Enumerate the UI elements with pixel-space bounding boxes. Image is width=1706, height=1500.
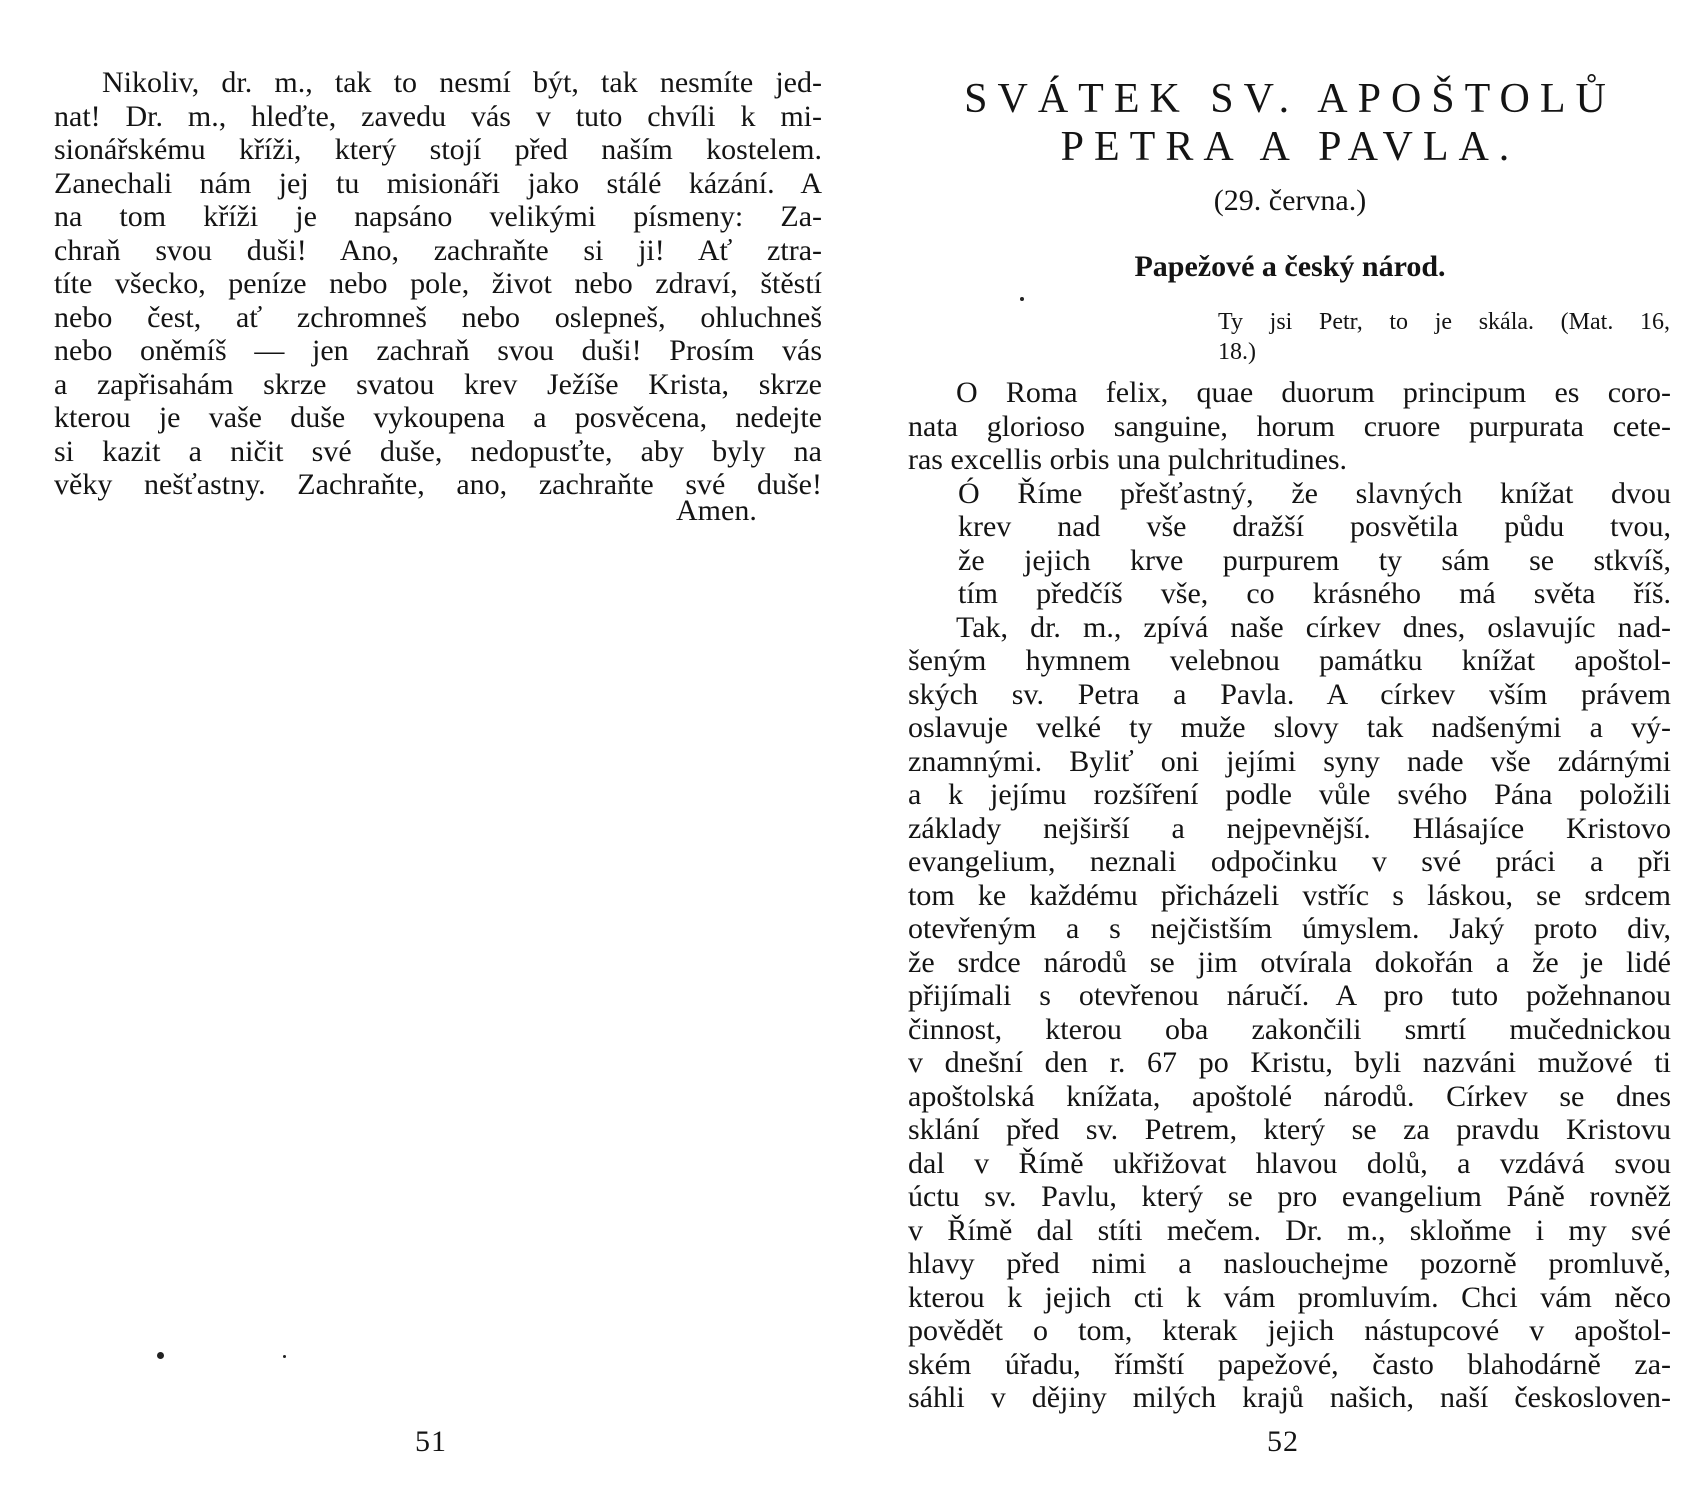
verse-line: Ó Říme přešťastný, že slavných knížat dvou: [958, 476, 1671, 510]
right-page-text: [908, 376, 1671, 1415]
text-line: Nikoliv, dr. m., tak to nesmí být, tak nesmíte jed-: [102, 66, 822, 99]
text-line: si kazit a ničit své duše, nedopusťte, aby byly na: [54, 434, 822, 468]
text-line: a k jejímu rozšíření podle vůle svého Pána položili: [908, 778, 1671, 811]
motto-line: Ty jsi Petr, to je skála. (Mat. 16,: [1218, 309, 1670, 335]
text-line: títe všecko, peníze nebo pole, život nebo zdraví, štěstí: [54, 267, 822, 300]
scripture-motto: [1218, 307, 1670, 367]
text-line: sionářskému kříži, který stojí před naším kostelem.: [54, 133, 822, 166]
text-line: hlavy před nimi a naslouchejme pozorně promluvě,: [908, 1247, 1671, 1280]
text-line: chraň svou duši! Ano, zachraňte si ji! Ať ztra-: [54, 233, 822, 267]
text-line: sklání před sv. Petrem, který se za pravdu Kristovu: [908, 1113, 1671, 1146]
text-line: nebo oněmíš — jen zachraň svou duši! Prosím vás: [54, 334, 822, 367]
text-line: šeným hymnem velebnou památku knížat apoštol-: [908, 644, 1671, 677]
text-line: Tak, dr. m., zpívá naše církev dnes, oslavujíc nad-: [956, 610, 1671, 644]
text-line: sáhli v dějiny milých krajů našich, naší českosloven-: [908, 1381, 1671, 1414]
feast-date: (29. června.): [1213, 184, 1367, 217]
chapter-title-line-2: PETRA A PAVLA.: [1060, 124, 1520, 170]
verse-line: tím předčíš vše, co krásného má světa říš.: [958, 577, 1671, 610]
text-line: věky nešťastny. Zachraňte, ano, zachraňte své duše!: [54, 468, 822, 501]
text-line: základy nejširší a nejpevnější. Hlásajíce Kristovo: [908, 811, 1671, 845]
text-line: že srdce národů se jim otvírala dokořán a že je lidé: [908, 945, 1671, 979]
closing-amen: Amen.: [676, 494, 757, 527]
text-line: v dnešní den r. 67 po Kristu, byli nazváni mužové ti: [908, 1046, 1671, 1079]
text-line: úctu sv. Pavlu, který se pro evangelium Páně rovněž: [908, 1180, 1671, 1213]
text-line: Zanechali nám jej tu misionáři jako stálé kázání. A: [54, 166, 822, 200]
text-line: a zapřisahám skrze svatou krev Ježíše Krista, skrze: [54, 367, 822, 401]
text-line: ském úřadu, římští papežové, často blahodárně za-: [908, 1347, 1671, 1381]
print-speck: [283, 1355, 286, 1358]
text-line: v Římě dal stíti mečem. Dr. m., skloňme i my své: [908, 1213, 1671, 1247]
text-line: nat! Dr. m., hleďte, zavedu vás v tuto chvíli k mi-: [54, 99, 822, 133]
page-number-right: 52: [1267, 1425, 1299, 1458]
sermon-subtitle: Papežové a český národ.: [1134, 250, 1446, 283]
motto-line: 18.): [1218, 339, 1256, 365]
print-speck: [1020, 297, 1024, 301]
text-line: činnost, kterou oba zakončili smrtí mučednickou: [908, 1012, 1671, 1046]
text-line: tom ke každému přicházeli vstříc s láskou, se srdcem: [908, 878, 1671, 912]
text-line: ských sv. Petra a Pavla. A církev vším právem: [908, 677, 1671, 711]
text-line: kterou je vaše duše vykoupena a posvěcena, nedejte: [54, 401, 822, 434]
verse-line: krev nad vše dražší posvětila půdu tvou,: [958, 510, 1671, 543]
text-line: povědět o tom, kterak jejich nástupcové v apoštol-: [908, 1314, 1671, 1347]
print-speck: [157, 1352, 164, 1359]
page-number-left: 51: [415, 1425, 447, 1458]
text-line: přijímali s otevřenou náručí. A pro tuto požehnanou: [908, 979, 1671, 1012]
verse-line: že jejich krve purpurem ty sám se stkvíš,: [958, 543, 1671, 577]
text-line: otevřeným a s nejčistším úmyslem. Jaký proto div,: [908, 912, 1671, 945]
text-line: kterou k jejich cti k vám promluvím. Chci vám něco: [908, 1280, 1671, 1314]
left-page-text: [54, 66, 822, 502]
text-line: oslavuje velké ty muže slovy tak nadšenými a vý-: [908, 711, 1671, 744]
text-line: dal v Římě ukřižovat hlavou dolů, a vzdává svou: [908, 1146, 1671, 1180]
latin-line: O Roma felix, quae duorum principum es coro-: [956, 376, 1671, 409]
text-line: evangelium, neznali odpočinku v své práci a při: [908, 845, 1671, 878]
latin-line: nata glorioso sanguine, horum cruore purpurata cete-: [908, 409, 1671, 443]
text-line: na tom kříži je napsáno velikými písmeny: Za-: [54, 200, 822, 233]
text-line: nebo čest, ať zchromneš nebo oslepneš, ohluchneš: [54, 300, 822, 334]
text-line: apoštolská knížata, apoštolé národů. Církev se dnes: [908, 1079, 1671, 1113]
text-line: znamnými. Byliť oni jejími syny nade vše zdárnými: [908, 744, 1671, 778]
chapter-title-line-1: SVÁTEK SV. APOŠTOLŮ: [964, 76, 1616, 122]
latin-line: ras excellis orbis una pulchritudines.: [908, 443, 1348, 476]
